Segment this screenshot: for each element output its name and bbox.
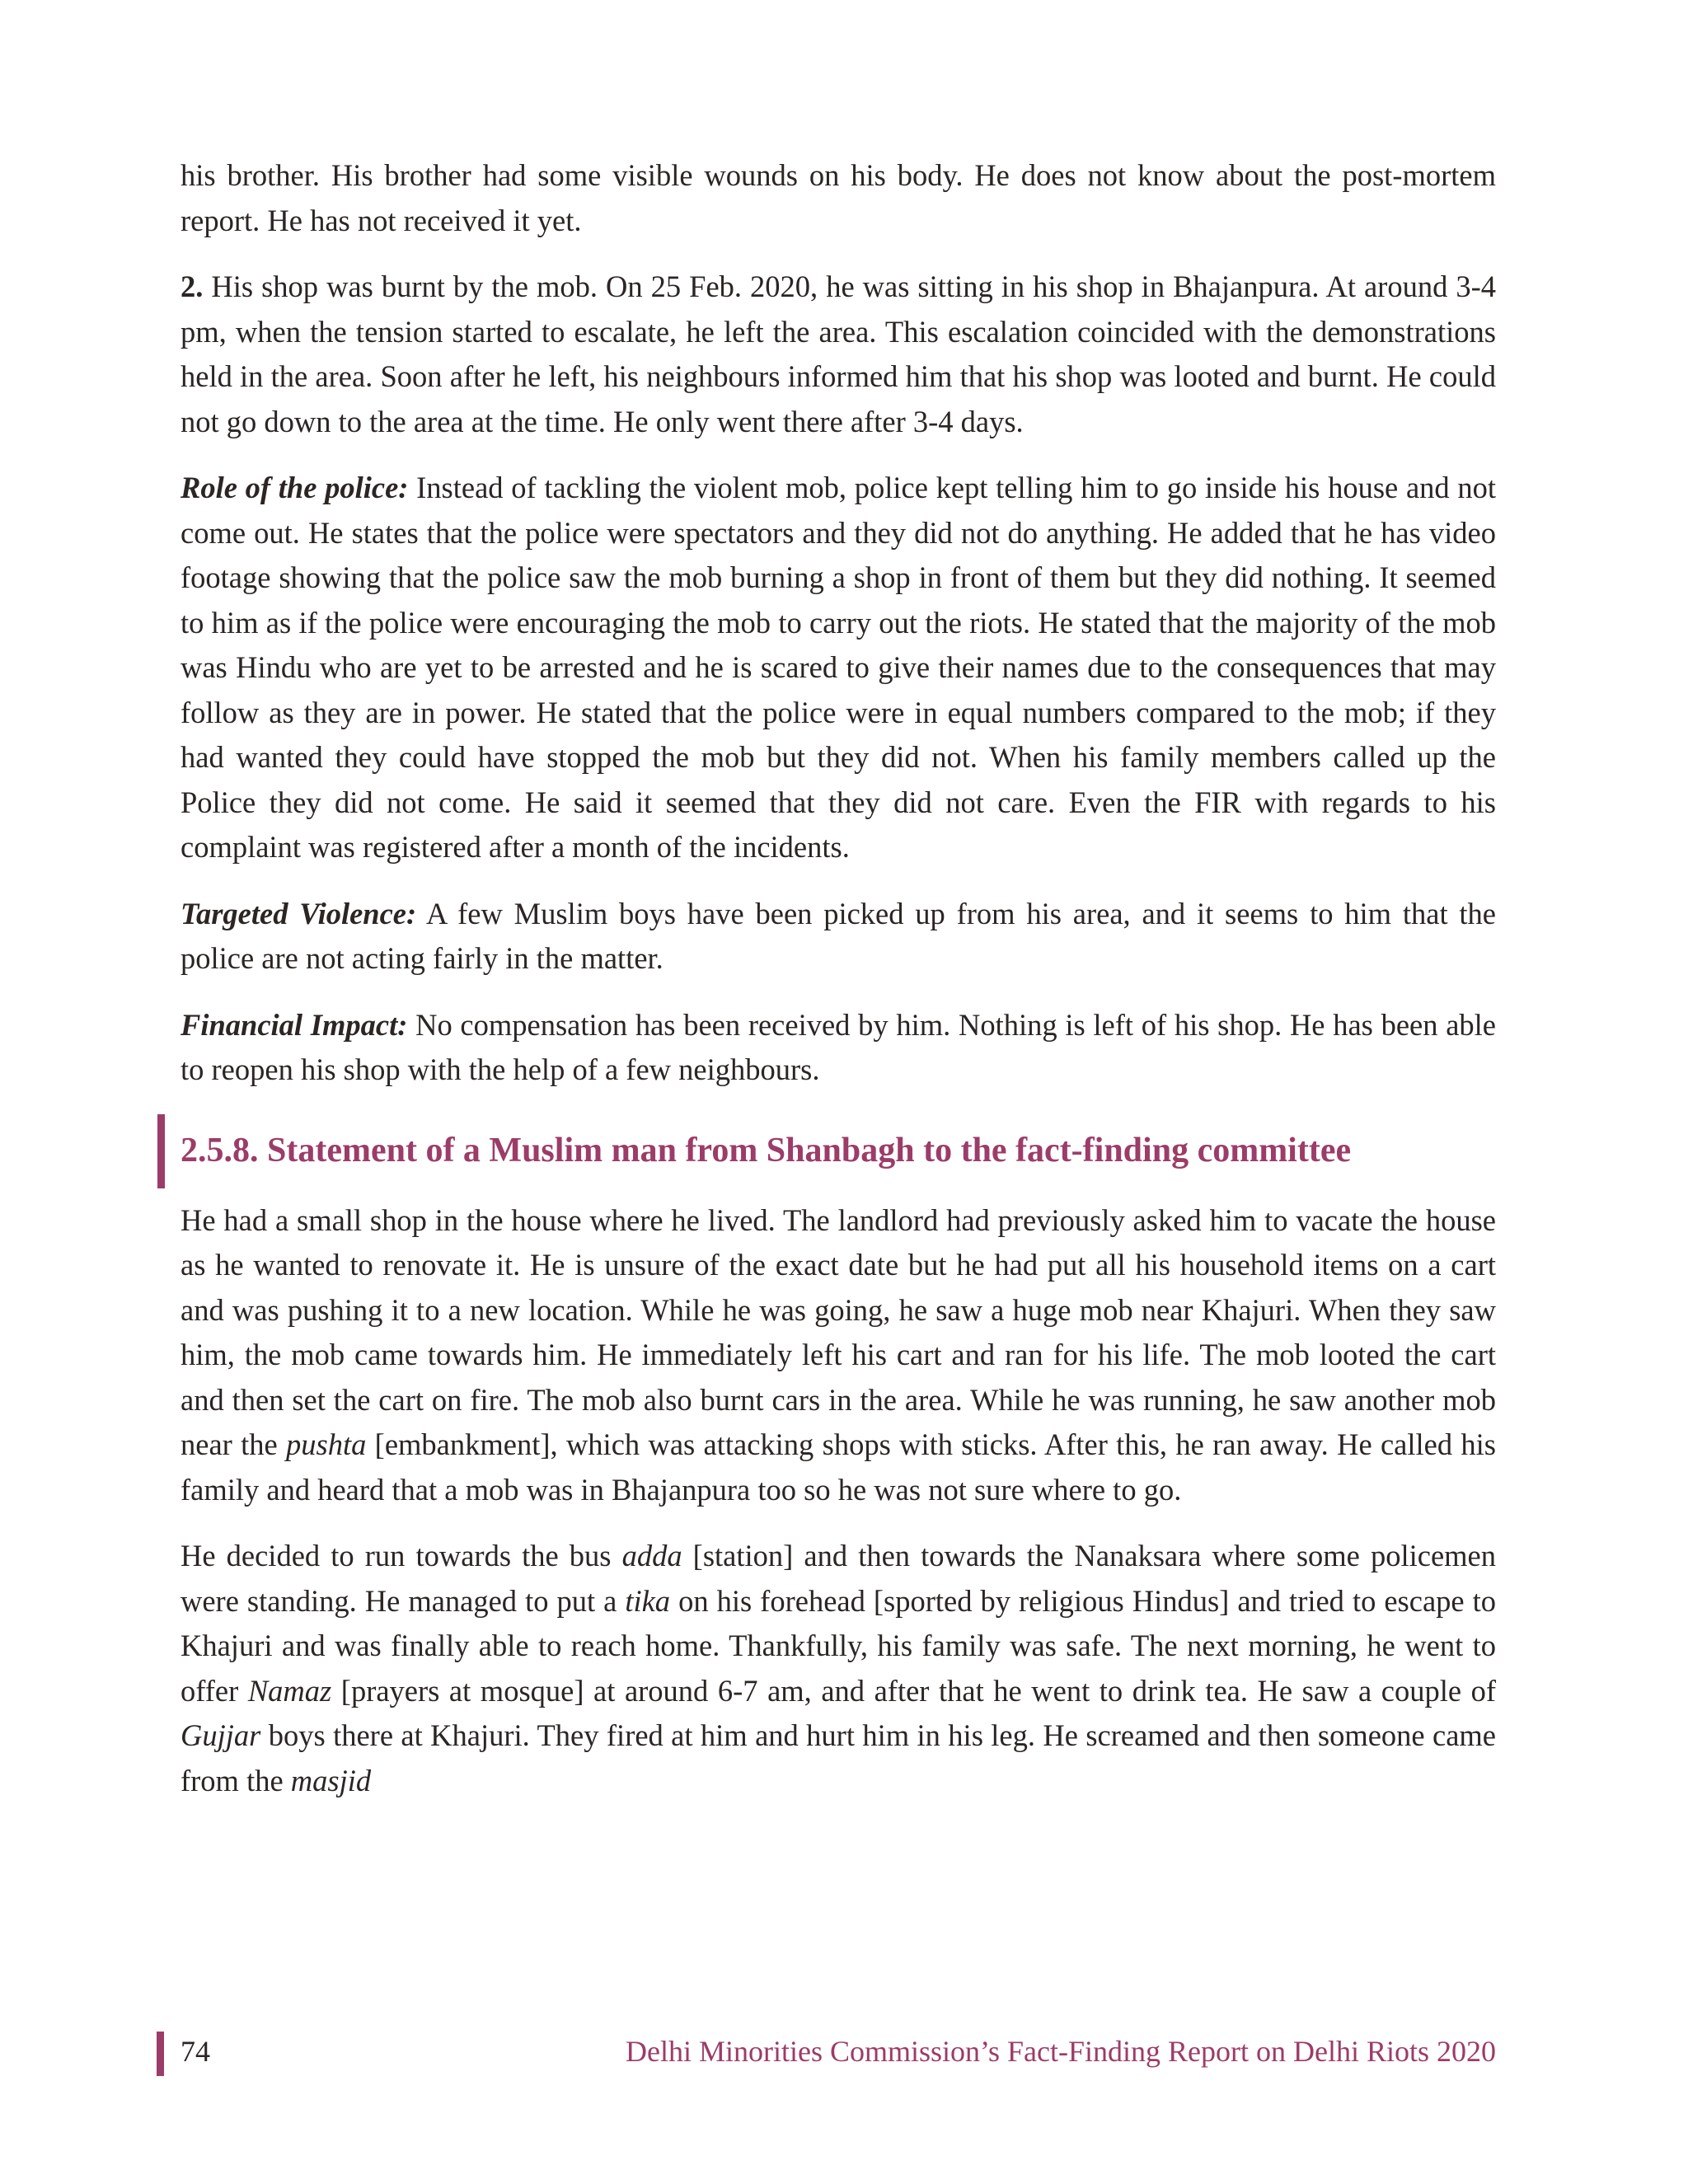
paragraph-text: His shop was burnt by the mob. On 25 Feb. 2020, he was sitting in his shop in Bhajanpura. At around 3-4 pm, when the tension started to escalate, he left the area. This escalation coincided with the demonstrations held in the area. Soon after he left, his neighbours informed him that his shop was looted and burnt. He could not go down to the area at the time. He only went there after 3-4 days. (181, 269, 1496, 438)
page-content (181, 153, 1496, 1825)
paragraph-text: No compensation has been received by him. Nothing is left of his shop. He has been able to reopen his shop with the help of a few neighbours. (181, 1007, 1496, 1086)
heading-accent-bar (157, 1114, 165, 1188)
section-heading-block (181, 1124, 1496, 1180)
footer-report-title: Delhi Minorities Commission’s Fact-Finding Report on Delhi Riots 2020 (625, 2035, 1496, 2068)
paragraph-text: He decided to run towards the bus (181, 1539, 622, 1572)
italic-term: Namaz (247, 1673, 332, 1708)
paragraph-label: Targeted Violence: (181, 896, 417, 930)
italic-term: pushta (286, 1427, 367, 1461)
paragraph-number: 2. (181, 269, 204, 303)
paragraph-text: Instead of tackling the violent mob, police kept telling him to go inside his house and not come out. He states that the police were spectators and they did not do anything. He added that he has video footage showing that the police saw the mob burning a shop in front of them but they did nothing. It seemed to him as if the police were encouraging the mob to carry out the riots. He stated that the majority of the mob was Hindu who are yet to be arrested and he is scared to give their names due to the consequences that may follow as they are in power. He stated that the police were in equal numbers compared to the mob; if they had wanted they could have stopped the mob but they did not. When his family members called up the Police they did not come. He said it seemed that they did not care. Even the FIR with regards to his complaint was registered after a month of the incidents. (181, 471, 1496, 864)
italic-term: masjid (290, 1763, 372, 1797)
paragraph-statement-1 (181, 1198, 1496, 1513)
paragraph-text: [prayers at mosque] at around 6-7 am, and after that he went to drink tea. He saw a couple of (331, 1673, 1496, 1708)
paragraph-text: [embankment], which was attacking shops with sticks. After this, he ran away. He called his family and heard that a mob was in Bhajanpura too so he was not sure where to go. (181, 1427, 1496, 1507)
italic-term: adda (621, 1539, 682, 1572)
section-heading: 2.5.8. Statement of a Muslim man from Shanbagh to the fact-finding committee (181, 1131, 1352, 1169)
paragraph-targeted-violence (181, 892, 1496, 982)
paragraph-text: A few Muslim boys have been picked up from his area, and it seems to him that the police are not acting fairly in the matter. (181, 896, 1496, 975)
paragraph-financial-impact (181, 1003, 1496, 1093)
italic-term: tika (625, 1583, 671, 1618)
page-number: 74 (181, 2035, 210, 2068)
footer-accent-bar (157, 2032, 164, 2076)
italic-term: Gujjar (181, 1718, 261, 1752)
paragraph-text: boys there at Khajuri. They fired at him and hurt him in his leg. He screamed and then someone came from the (181, 1718, 1496, 1797)
paragraph-continuation (181, 153, 1496, 243)
paragraph-label: Financial Impact: (181, 1007, 408, 1042)
paragraph-shop-burnt (181, 265, 1496, 444)
paragraph-text: [station] and then towards the Nanaksara where some policemen were standing. He managed to put a (181, 1539, 1496, 1618)
paragraph-statement-2 (181, 1534, 1496, 1803)
paragraph-text: his brother. His brother had some visible wounds on his body. He does not know about the post-mortem report. He has not received it yet. (181, 158, 1496, 237)
paragraph-text: He had a small shop in the house where he lived. The landlord had previously asked him to vacate the house as he wanted to renovate it. He is unsure of the exact date but he had put all his household items on a cart and was pushing it to a new location. While he was going, he saw a huge mob near Khajuri. When they saw him, the mob came towards him. He immediately left his cart and ran for his life. The mob looted the cart and then set the cart on fire. The mob also burnt cars in the area. While he was running, he saw another mob near the (181, 1202, 1496, 1461)
paragraph-label: Role of the police: (181, 471, 409, 504)
paragraph-role-of-police (181, 466, 1496, 870)
paragraph-text: on his forehead [sported by religious Hindus] and tried to escape to Khajuri and was finally able to reach home. Thankfully, his family was safe. The next morning, he went to offer (181, 1583, 1496, 1708)
